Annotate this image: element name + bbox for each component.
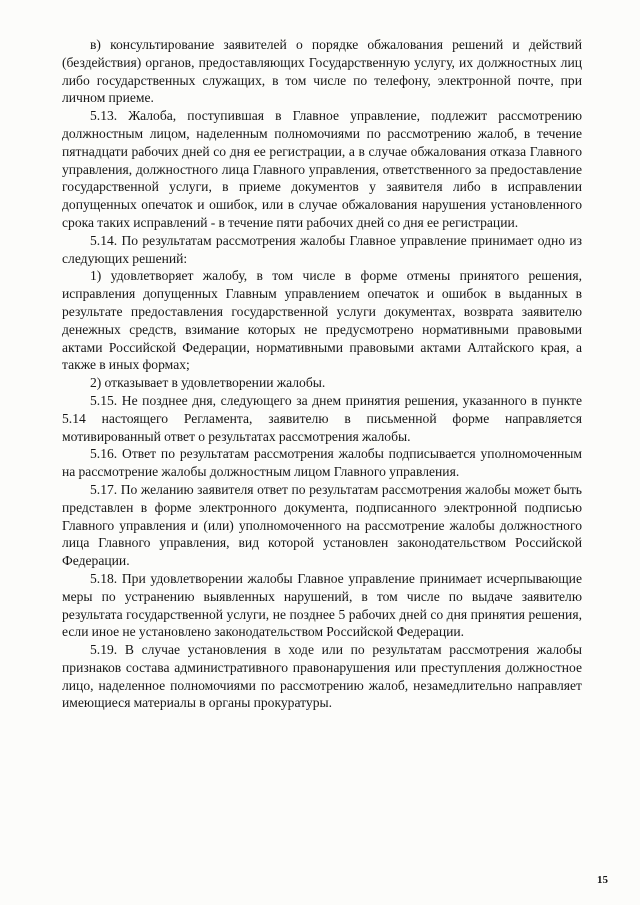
paragraph-consultation: в) консультирование заявителей о порядке обжалования решений и действий (бездействия) органов, предоставляющих Государственную услугу, их должностных лиц либо государственных служащих, в том числе по телефону, электронной почте, при личном приеме. (62, 37, 582, 106)
page-number: 15 (597, 874, 608, 886)
paragraph-5-19: 5.19. В случае установления в ходе или по результатам рассмотрения жалобы признаков состава административного правонарушения или преступления должностное лицо, наделенное полномочиями по рассмотрению жалоб, незамедлительно направляет имеющиеся материалы в органы прокуратуры. (62, 642, 582, 711)
paragraph-5-18: 5.18. При удовлетворении жалобы Главное управление принимает исчерпывающие меры по устранению выявленных нарушений, в том числе по выдаче заявителю результата государственной услуги, не позднее 5 рабочих дней со дня принятия решения, если иное не установлено законодательством Российской Федерации. (62, 570, 582, 640)
paragraph-5-14-item-1: 1) удовлетворяет жалобу, в том числе в форме отмены принятого решения, исправления допущенных Главным управлением опечаток и ошибок в выданных в результате предоставления государственной услуги документах, возврата заявителю денежных средств, взимание которых не предусмотрено нормативными правовыми актами Российской Федерации, нормативными правовыми актами Алтайского края, а также в иных формах; (62, 268, 582, 373)
paragraph-5-15: 5.15. Не позднее дня, следующего за днем принятия решения, указанного в пункте 5.14 настоящего Регламента, заявителю в письменной форме направляется мотивированный ответ о результатах рассмотрения жалобы. (62, 392, 582, 444)
paragraph-5-17: 5.17. По желанию заявителя ответ по результатам рассмотрения жалобы может быть представлен в форме электронного документа, подписанного электронной подписью Главного управления и (или) уполномоченного на рассмотрение жалобы должностного лица Главного управления, вид которой установлен законодательством Российской Федерации. (62, 481, 582, 569)
paragraph-5-16: 5.16. Ответ по результатам рассмотрения жалобы подписывается уполномоченным на рассмотрение жалобы должностным лицом Главного управления. (62, 446, 582, 480)
paragraph-5-14: 5.14. По результатам рассмотрения жалобы Главное управление принимает одно из следующих решений: (62, 232, 582, 266)
paragraph-5-13: 5.13. Жалоба, поступившая в Главное управление, подлежит рассмотрению должностным лицом, наделенным полномочиями по рассмотрению жалоб, в течение пятнадцати рабочих дней со дня ее регистрации, а в случае обжалования отказа Главного управления, должностного лица Главного управления, ответственного за предоставление государственной услуги, в приеме документов у заявителя либо в исправлении допущенных опечаток и ошибок, или в случае обжалования нарушения установленного срока таких исправлений - в течение пяти рабочих дней со дня ее регистрации. (62, 108, 582, 230)
paragraph-5-14-item-2: 2) отказывает в удовлетворении жалобы. (90, 375, 326, 391)
body-text (62, 36, 582, 712)
